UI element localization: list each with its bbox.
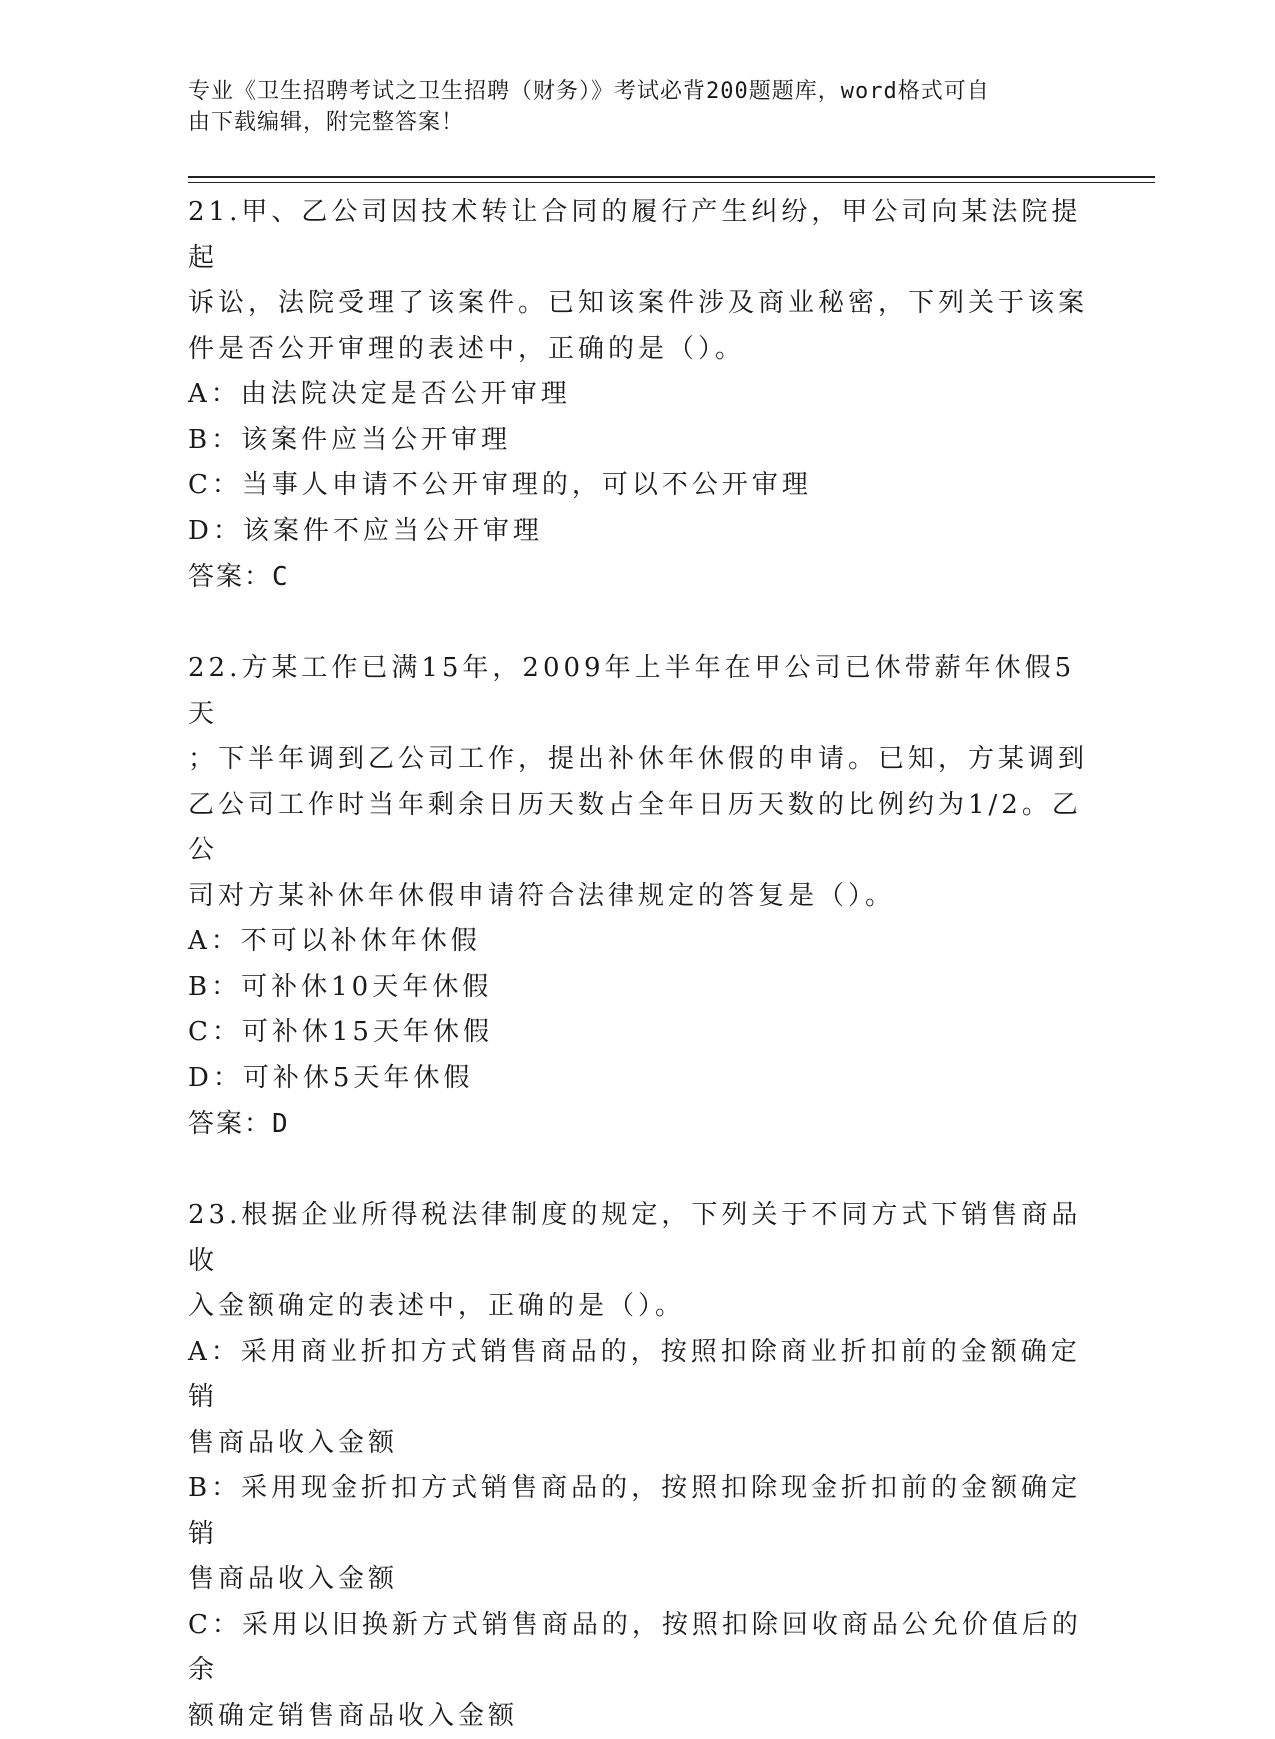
option-c: C：采用以旧换新方式销售商品的，按照扣除回收商品公允价值后的余 [188,1603,1088,1694]
option-a-continued: 售商品收入金额 [188,1421,1088,1467]
option-d: D：该案件不应当公开审理 [188,509,1088,555]
answer-label: 答案： [188,1109,272,1139]
option-a: A：由法院决定是否公开审理 [188,372,1088,418]
option-d: D：可补休5天年休假 [188,1056,1088,1102]
option-a: A：采用商业折扣方式销售商品的，按照扣除商业折扣前的金额确定销 [188,1330,1088,1421]
question-stem-line: ；下半年调到乙公司工作，提出补休年休假的申请。已知，方某调到 [188,737,1088,783]
question-stem-line: 21.甲、乙公司因技术转让合同的履行产生纠纷，甲公司向某法院提起 [188,190,1088,281]
answer-value: C [272,562,290,592]
document-header [188,76,1068,138]
answer-line [188,554,1088,600]
answer-line [188,1101,1088,1147]
question-21 [188,190,1088,600]
header-divider-thick [188,176,1155,178]
question-22 [188,646,1088,1147]
option-b-continued: 售商品收入金额 [188,1557,1088,1603]
header-divider-thin [188,182,1155,183]
question-stem-line: 22.方某工作已满15年，2009年上半年在甲公司已休带薪年休假5天 [188,646,1088,737]
option-c: C：可补休15天年休假 [188,1010,1088,1056]
option-c: C：当事人申请不公开审理的，可以不公开审理 [188,463,1088,509]
header-line-1: 专业《卫生招聘考试之卫生招聘（财务）》考试必背200题题库，word格式可自 [188,76,1068,107]
question-stem-line: 23.根据企业所得税法律制度的规定，下列关于不同方式下销售商品收 [188,1193,1088,1284]
option-a: A：不可以补休年休假 [188,919,1088,965]
header-line-2: 由下载编辑，附完整答案！ [188,107,1068,138]
answer-value: D [272,1109,290,1139]
option-b: B：该案件应当公开审理 [188,418,1088,464]
question-stem-line: 入金额确定的表述中，正确的是（）。 [188,1284,1088,1330]
question-stem-line: 司对方某补休年休假申请符合法律规定的答复是（）。 [188,874,1088,920]
question-stem-line: 乙公司工作时当年剩余日历天数占全年日历天数的比例约为1/2。乙公 [188,783,1088,874]
question-stem-line: 诉讼，法院受理了该案件。已知该案件涉及商业秘密，下列关于该案 [188,281,1088,327]
question-list [188,190,1088,1739]
question-stem-line: 件是否公开审理的表述中，正确的是（）。 [188,327,1088,373]
option-b: B：可补休10天年休假 [188,965,1088,1011]
question-23 [188,1193,1088,1739]
option-b: B：采用现金折扣方式销售商品的，按照扣除现金折扣前的金额确定销 [188,1466,1088,1557]
answer-label: 答案： [188,562,272,592]
option-c-continued: 额确定销售商品收入金额 [188,1694,1088,1739]
